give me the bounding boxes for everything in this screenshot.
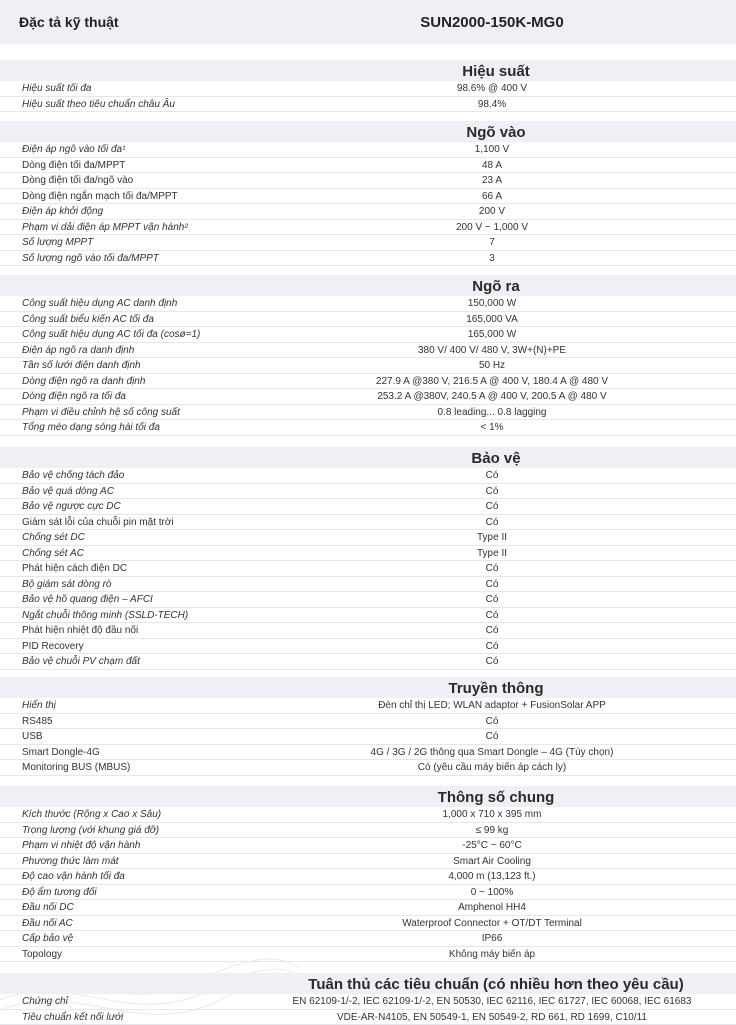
- spec-value: Có: [256, 561, 736, 576]
- spec-row: [0, 623, 736, 639]
- spec-key: Số lượng ngõ vào tối đa/MPPT: [0, 251, 256, 266]
- section-general: [0, 786, 736, 962]
- spec-key: Điện áp ngõ ra danh định: [0, 343, 256, 358]
- spec-value: Có: [256, 468, 736, 483]
- spec-value: Có: [256, 499, 736, 514]
- spec-key: PID Recovery: [0, 639, 256, 654]
- spec-row: [0, 900, 736, 916]
- spec-key: Điện áp khởi động: [0, 204, 256, 219]
- spec-value: 4G / 3G / 2G thông qua Smart Dongle – 4G (Tùy chọn): [256, 745, 736, 760]
- spec-row: [0, 142, 736, 158]
- spec-value: VDE-AR-N4105, EN 50549-1, EN 50549-2, RD 661, RD 1699, C10/11: [256, 1010, 736, 1025]
- spec-value: 200 V ~ 1,000 V: [256, 220, 736, 235]
- spec-value: Smart Air Cooling: [256, 854, 736, 869]
- section-communication: [0, 677, 736, 776]
- spec-row: [0, 561, 736, 577]
- section-title: Ngõ vào: [256, 121, 736, 142]
- spec-value: 98.6% @ 400 V: [256, 81, 736, 96]
- spec-row: [0, 530, 736, 546]
- spec-key: Tổng méo dạng sóng hài tối đa: [0, 420, 256, 435]
- spec-row: [0, 468, 736, 484]
- spec-key: Công suất biểu kiến AC tối đa: [0, 312, 256, 327]
- spec-value: EN 62109-1/-2, IEC 62109-1/-2, EN 50530, IEC 62116, IEC 61727, IEC 60068, IEC 61683: [256, 994, 736, 1009]
- spec-value: 4,000 m (13,123 ft.): [256, 869, 736, 884]
- spec-key: Chống sét AC: [0, 546, 256, 561]
- spec-row: [0, 931, 736, 947]
- spec-row: [0, 327, 736, 343]
- spec-value: Có: [256, 729, 736, 744]
- spec-key: Ngắt chuỗi thông minh (SSLD-TECH): [0, 608, 256, 623]
- spec-row: [0, 484, 736, 500]
- spec-key: Phát hiện cách điện DC: [0, 561, 256, 576]
- spec-row: [0, 158, 736, 174]
- section-title-bar: [0, 786, 736, 807]
- spec-row: [0, 807, 736, 823]
- spec-row: [0, 312, 736, 328]
- spec-value: Có: [256, 592, 736, 607]
- spec-key: Độ cao vận hành tối đa: [0, 869, 256, 884]
- spec-row: [0, 714, 736, 730]
- spec-row: [0, 515, 736, 531]
- section-title: Thông số chung: [256, 786, 736, 807]
- spec-value: Có: [256, 714, 736, 729]
- spec-value: 253.2 A @380V, 240.5 A @ 400 V, 200.5 A @ 480 V: [256, 389, 736, 404]
- spec-value: Amphenol HH4: [256, 900, 736, 915]
- spec-value: Có: [256, 608, 736, 623]
- spec-key: Cấp bảo vệ: [0, 931, 256, 946]
- spec-value: 48 A: [256, 158, 736, 173]
- spec-value: Waterproof Connector + OT/DT Terminal: [256, 916, 736, 931]
- section-efficiency: [0, 60, 736, 112]
- spec-key: Chứng chỉ: [0, 994, 256, 1009]
- spec-row: [0, 296, 736, 312]
- spec-key: Tiêu chuẩn kết nối lưới: [0, 1010, 256, 1025]
- spec-value: Có: [256, 577, 736, 592]
- spec-row: [0, 389, 736, 405]
- spec-value: 7: [256, 235, 736, 250]
- spec-row: [0, 343, 736, 359]
- spec-key: Hiển thị: [0, 698, 256, 713]
- spec-key: Phát hiện nhiệt độ đầu nối: [0, 623, 256, 638]
- spec-key: Đầu nối AC: [0, 916, 256, 931]
- section-title: Bảo vệ: [256, 447, 736, 468]
- spec-row: [0, 251, 736, 267]
- spec-row: [0, 947, 736, 963]
- spec-key: Công suất hiệu dụng AC tối đa (cosø=1): [0, 327, 256, 342]
- spec-value: Type II: [256, 530, 736, 545]
- spec-value: 380 V/ 400 V/ 480 V, 3W+(N)+PE: [256, 343, 736, 358]
- spec-key: Dòng điện ngắn mạch tối đa/MPPT: [0, 189, 256, 204]
- spec-key: RS485: [0, 714, 256, 729]
- spec-row: [0, 698, 736, 714]
- spec-value: Có: [256, 639, 736, 654]
- spec-row: [0, 358, 736, 374]
- spec-value: 227.9 A @380 V, 216.5 A @ 400 V, 180.4 A @ 480 V: [256, 374, 736, 389]
- section-title: Truyền thông: [256, 677, 736, 698]
- spec-key: Bộ giám sát dòng rò: [0, 577, 256, 592]
- spec-key: Độ ẩm tương đối: [0, 885, 256, 900]
- model-name: SUN2000-150K-MG0: [256, 14, 736, 31]
- spec-key: Hiệu suất tối đa: [0, 81, 256, 96]
- spec-row: [0, 189, 736, 205]
- spec-row: [0, 1010, 736, 1025]
- spec-value: Có: [256, 484, 736, 499]
- section-title-bar: [0, 275, 736, 296]
- section-title-bar: [0, 677, 736, 698]
- spec-key: Điện áp ngõ vào tối đa¹: [0, 142, 256, 157]
- spec-row: [0, 745, 736, 761]
- spec-row: [0, 420, 736, 436]
- spec-value: Đèn chỉ thị LED; WLAN adaptor + FusionSolar APP: [256, 698, 736, 713]
- spec-key: Số lượng MPPT: [0, 235, 256, 250]
- spec-value: 1,000 x 710 x 395 mm: [256, 807, 736, 822]
- section-protection: [0, 447, 736, 670]
- spec-value: Không máy biến áp: [256, 947, 736, 962]
- section-title-bar: [0, 973, 736, 994]
- spec-row: [0, 760, 736, 776]
- spec-value: IP66: [256, 931, 736, 946]
- spec-row: [0, 546, 736, 562]
- spec-header: [0, 0, 736, 44]
- spec-key: Smart Dongle-4G: [0, 745, 256, 760]
- spec-key: Dòng điện tối đa/ngõ vào: [0, 173, 256, 188]
- section-title-bar: [0, 121, 736, 142]
- spec-row: [0, 204, 736, 220]
- spec-key: Bảo vệ hồ quang điện – AFCI: [0, 592, 256, 607]
- spec-header-label: Đặc tả kỹ thuật: [0, 14, 256, 30]
- spec-key: Trọng lượng (với khung giá đỡ): [0, 823, 256, 838]
- spec-key: Topology: [0, 947, 256, 962]
- spec-row: [0, 235, 736, 251]
- spec-row: [0, 97, 736, 113]
- spec-key: Tần số lưới điện danh định: [0, 358, 256, 373]
- spec-key: USB: [0, 729, 256, 744]
- section-title: Ngõ ra: [256, 275, 736, 296]
- spec-value: 50 Hz: [256, 358, 736, 373]
- spec-value: 23 A: [256, 173, 736, 188]
- spec-key: Phạm vi nhiệt độ vận hành: [0, 838, 256, 853]
- spec-value: 165,000 VA: [256, 312, 736, 327]
- spec-value: Có: [256, 654, 736, 669]
- spec-key: Công suất hiệu dụng AC danh định: [0, 296, 256, 311]
- spec-row: [0, 729, 736, 745]
- spec-key: Bảo vệ quá dòng AC: [0, 484, 256, 499]
- spec-value: 1,100 V: [256, 142, 736, 157]
- spec-value: Type II: [256, 546, 736, 561]
- spec-value: 98.4%: [256, 97, 736, 112]
- spec-row: [0, 823, 736, 839]
- spec-value: 0 ~ 100%: [256, 885, 736, 900]
- spec-row: [0, 885, 736, 901]
- spec-key: Phạm vi điều chỉnh hệ số công suất: [0, 405, 256, 420]
- spec-value: Có: [256, 623, 736, 638]
- spec-row: [0, 639, 736, 655]
- spec-key: Phương thức làm mát: [0, 854, 256, 869]
- spec-value: 66 A: [256, 189, 736, 204]
- spec-key: Dòng điện tối đa/MPPT: [0, 158, 256, 173]
- spec-key: Dòng điện ngõ ra tối đa: [0, 389, 256, 404]
- spec-key: Dòng điện ngõ ra danh định: [0, 374, 256, 389]
- section-output: [0, 275, 736, 436]
- section-title: Tuân thủ các tiêu chuẩn (có nhiều hơn theo yêu cầu): [256, 973, 736, 994]
- section-title-bar: [0, 60, 736, 81]
- spec-key: Chống sét DC: [0, 530, 256, 545]
- spec-key: Giám sát lỗi của chuỗi pin mặt trời: [0, 515, 256, 530]
- spec-row: [0, 499, 736, 515]
- section-standards: [0, 973, 736, 1025]
- spec-row: [0, 608, 736, 624]
- spec-value: 0.8 leading... 0.8 lagging: [256, 405, 736, 420]
- spec-row: [0, 854, 736, 870]
- spec-value: 150,000 W: [256, 296, 736, 311]
- spec-value: 3: [256, 251, 736, 266]
- spec-key: Hiệu suất theo tiêu chuẩn châu Âu: [0, 97, 256, 112]
- spec-row: [0, 994, 736, 1010]
- spec-row: [0, 173, 736, 189]
- spec-row: [0, 81, 736, 97]
- spec-key: Phạm vi dải điện áp MPPT vận hành²: [0, 220, 256, 235]
- spec-row: [0, 405, 736, 421]
- spec-value: ≤ 99 kg: [256, 823, 736, 838]
- spec-row: [0, 838, 736, 854]
- section-input: [0, 121, 736, 266]
- spec-value: 200 V: [256, 204, 736, 219]
- spec-key: Bảo vệ chuỗi PV chạm đất: [0, 654, 256, 669]
- spec-row: [0, 220, 736, 236]
- spec-key: Bảo vệ ngược cực DC: [0, 499, 256, 514]
- spec-value: 165,000 W: [256, 327, 736, 342]
- spec-row: [0, 592, 736, 608]
- spec-row: [0, 577, 736, 593]
- spec-row: [0, 374, 736, 390]
- section-title-bar: [0, 447, 736, 468]
- spec-value: Có (yêu cầu máy biến áp cách ly): [256, 760, 736, 775]
- spec-key: Bảo vệ chống tách đảo: [0, 468, 256, 483]
- spec-key: Monitoring BUS (MBUS): [0, 760, 256, 775]
- spec-key: Kích thước (Rộng x Cao x Sâu): [0, 807, 256, 822]
- section-title: Hiệu suất: [256, 60, 736, 81]
- spec-value: Có: [256, 515, 736, 530]
- spec-value: -25°C ~ 60°C: [256, 838, 736, 853]
- spec-row: [0, 869, 736, 885]
- spec-value: < 1%: [256, 420, 736, 435]
- spec-row: [0, 916, 736, 932]
- spec-row: [0, 654, 736, 670]
- spec-key: Đầu nối DC: [0, 900, 256, 915]
